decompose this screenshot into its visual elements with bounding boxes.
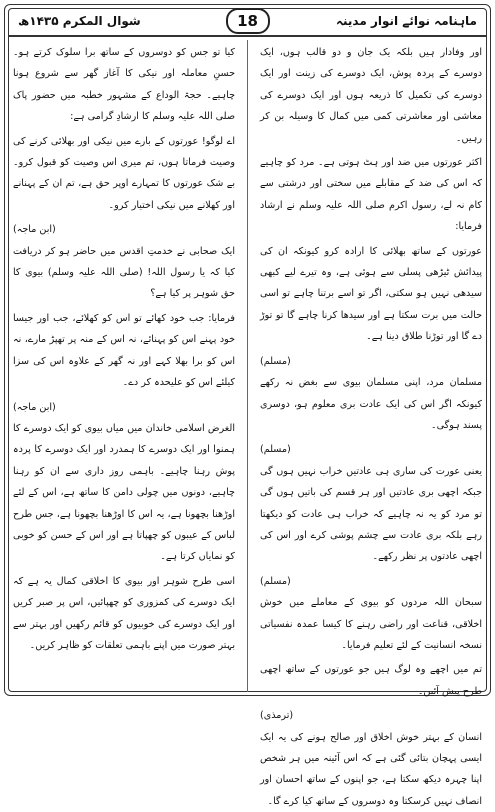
hadith-quote: فرمایا: جب خود کھائے تو اس کو کھلائے، جب اور جیسا خود پہنے اس کو پہنائے، نہ اس کے منہ پر تھپڑ مارے، نہ اس کو برا بھلا کہے اور نہ گھر کے علاوہ اس کی سزا کیلئے اس کو علیحدہ کر دے۔ — [13, 312, 235, 389]
paragraph: یعنی عورت کی ساری ہی عادتیں خراب نہیں ہوں گی جبکہ اچھی بری عادتیں اور ہر قسم کی باتیں ہوں گی تو مرد کو یہ نہ چاہیے کہ خراب ہی عادت کو دیکھتا رہے بلکہ بری عادت سے چشم پوشی کرے اور اس کی اچھی عادتوں پر نظر رکھے۔ — [260, 465, 482, 563]
text-column-right — [260, 42, 482, 807]
paragraph: اکثر عورتوں میں ضد اور ہٹ ہوتی ہے۔ مرد کو چاہیے کہ اس کی ضد کے مقابلے میں سختی اور درشتی سے کام نہ لے، رسول اکرم صلی اللہ علیہ وسلم نے ارشاد فرمایا: — [260, 157, 482, 233]
column-divider — [247, 40, 248, 692]
reference: (مسلم) — [260, 355, 291, 367]
paragraph: سبحان اللہ مردوں کو بیوی کے معاملے میں خوش اخلاقی، قناعت اور راضی رہنے کا کیسا عمدہ نفسیاتی نسخہ انسانیت کے لئے تعلیم فرمایا۔ — [260, 597, 482, 651]
reference: (مسلم) — [260, 575, 291, 587]
reference: (مسلم) — [260, 444, 291, 456]
magazine-title: ماہنامہ نوائے انوار مدینہ — [335, 14, 477, 28]
paragraph: اسی طرح شوہر اور بیوی کا اخلاقی کمال یہ ہے کہ ایک دوسرے کی کمزوری کو چھپائیں، اس پر صبر کریں اور ایک دوسرے کی خوبیوں کو قائم رکھیں اور بہتر سے بہتر صورت میں اپنے باہمی تعلقات کو ظاہر کریں۔ — [13, 575, 235, 651]
paragraph: ایک صحابی نے خدمتِ اقدس میں حاضر ہو کر دریافت کیا کہ یا رسول اللہ! (صلی اللہ علیہ وسلم) بیوی کا حق شوہر پر کیا ہے؟ — [13, 245, 235, 300]
hadith-quote: اے لوگو! عورتوں کے بارے میں نیکی اور بھلائی کرنے کی وصیت فرماتا ہوں، تم میری اس وصیت کو قبول کرو۔ بے شک عورتوں کا تمہارے اوپر حق ہے، تم ان کے پہنانے اور کھلانے میں نیکی اختیار کرو۔ — [13, 135, 235, 211]
reference: (ابن ماجہ) — [13, 224, 56, 236]
header-rule — [8, 35, 487, 37]
reference: (ابن ماجہ) — [13, 401, 56, 413]
issue-date: شوال المکرم ۱۴۳۵ھ — [18, 14, 141, 28]
page-header — [8, 7, 487, 35]
hadith-quote: تم میں اچھے وہ لوگ ہیں جو عورتوں کے ساتھ اچھی طرح پیش آئیں۔ — [260, 664, 482, 697]
hadith-quote: مسلمان مرد، اپنی مسلمان بیوی سے بغض نہ رکھے کیونکہ اگر اس کی ایک عادت بری معلوم ہو، دوسری پسند ہوگی۔ — [260, 377, 482, 431]
paragraph: اور وفادار ہیں بلکہ یک جان و دو قالب ہوں، ایک دوسرے کے پردہ پوش، ایک دوسرے کی زینت اور ایک دوسرے کی تکمیل کا ذریعہ ہوں اور ایک دوسرے کی معاشی اور معاشرتی کمی میں کمال کا وسیلہ بن کر رہیں۔ — [260, 47, 482, 144]
reference: (ترمذی) — [260, 710, 294, 722]
page-number: 18 — [226, 8, 270, 34]
hadith-quote: عورتوں کے ساتھ بھلائی کا ارادہ کرو کیونکہ ان کی پیدائش ٹیڑھی پسلی سے ہوئی ہے، وہ تیرے لیے کبھی سیدھی نہیں ہو سکتی، اگر تو اسے برتنا چاہے تو اسی حالت میں برت سکتا ہے اور سیدھا کرنا چاہے گا تو توڑ دے گا اور توڑنا طلاق دینا ہے۔ — [260, 245, 482, 343]
text-column-left — [13, 42, 235, 692]
paragraph: کیا تو جس کو دوسروں کے ساتھ برا سلوک کرتے ہو۔ حسنِ معاملہ اور نیکی کا آغاز گھر سے شروع ہونا چاہیے۔ حجۃ الوداع کے مشہور خطبہ میں حضور پاک صلی اللہ علیہ وسلم کا ارشادِ گرامی ہے: — [13, 47, 235, 123]
paragraph: انسان کے بہتر خوش اخلاق اور صالح ہونے کی یہ ایک ایسی پہچان بتائی گئی ہے کہ اس آئینہ میں ہر شخص اپنا چہرہ دیکھ سکتا ہے، جو اپنوں کے ساتھ احسان اور انصاف نہیں کرسکتا وہ دوسروں کے ساتھ کیا کرے گا۔ — [260, 731, 482, 807]
paragraph: الغرض اسلامی خاندان میں میاں بیوی کو ایک دوسرے کا ہمنوا اور ایک دوسرے کا ہمدرد اور ایک دوسرے کا پردہ پوش رہنا چاہیے۔ باہمی روز داری سے ان کو رہنا چاہیے، دونوں میں چولی دامن کا ساتھ ہے، اس کے لئے اوڑھنا بچھونا ہے، یہ اس کا اوڑھنا بچھونا ہے، جس طرح لباس کے عیبوں کو چھپاتا ہے اور اس کے حسن کو خوبی کو نمایاں کرتا ہے۔ — [13, 422, 235, 563]
